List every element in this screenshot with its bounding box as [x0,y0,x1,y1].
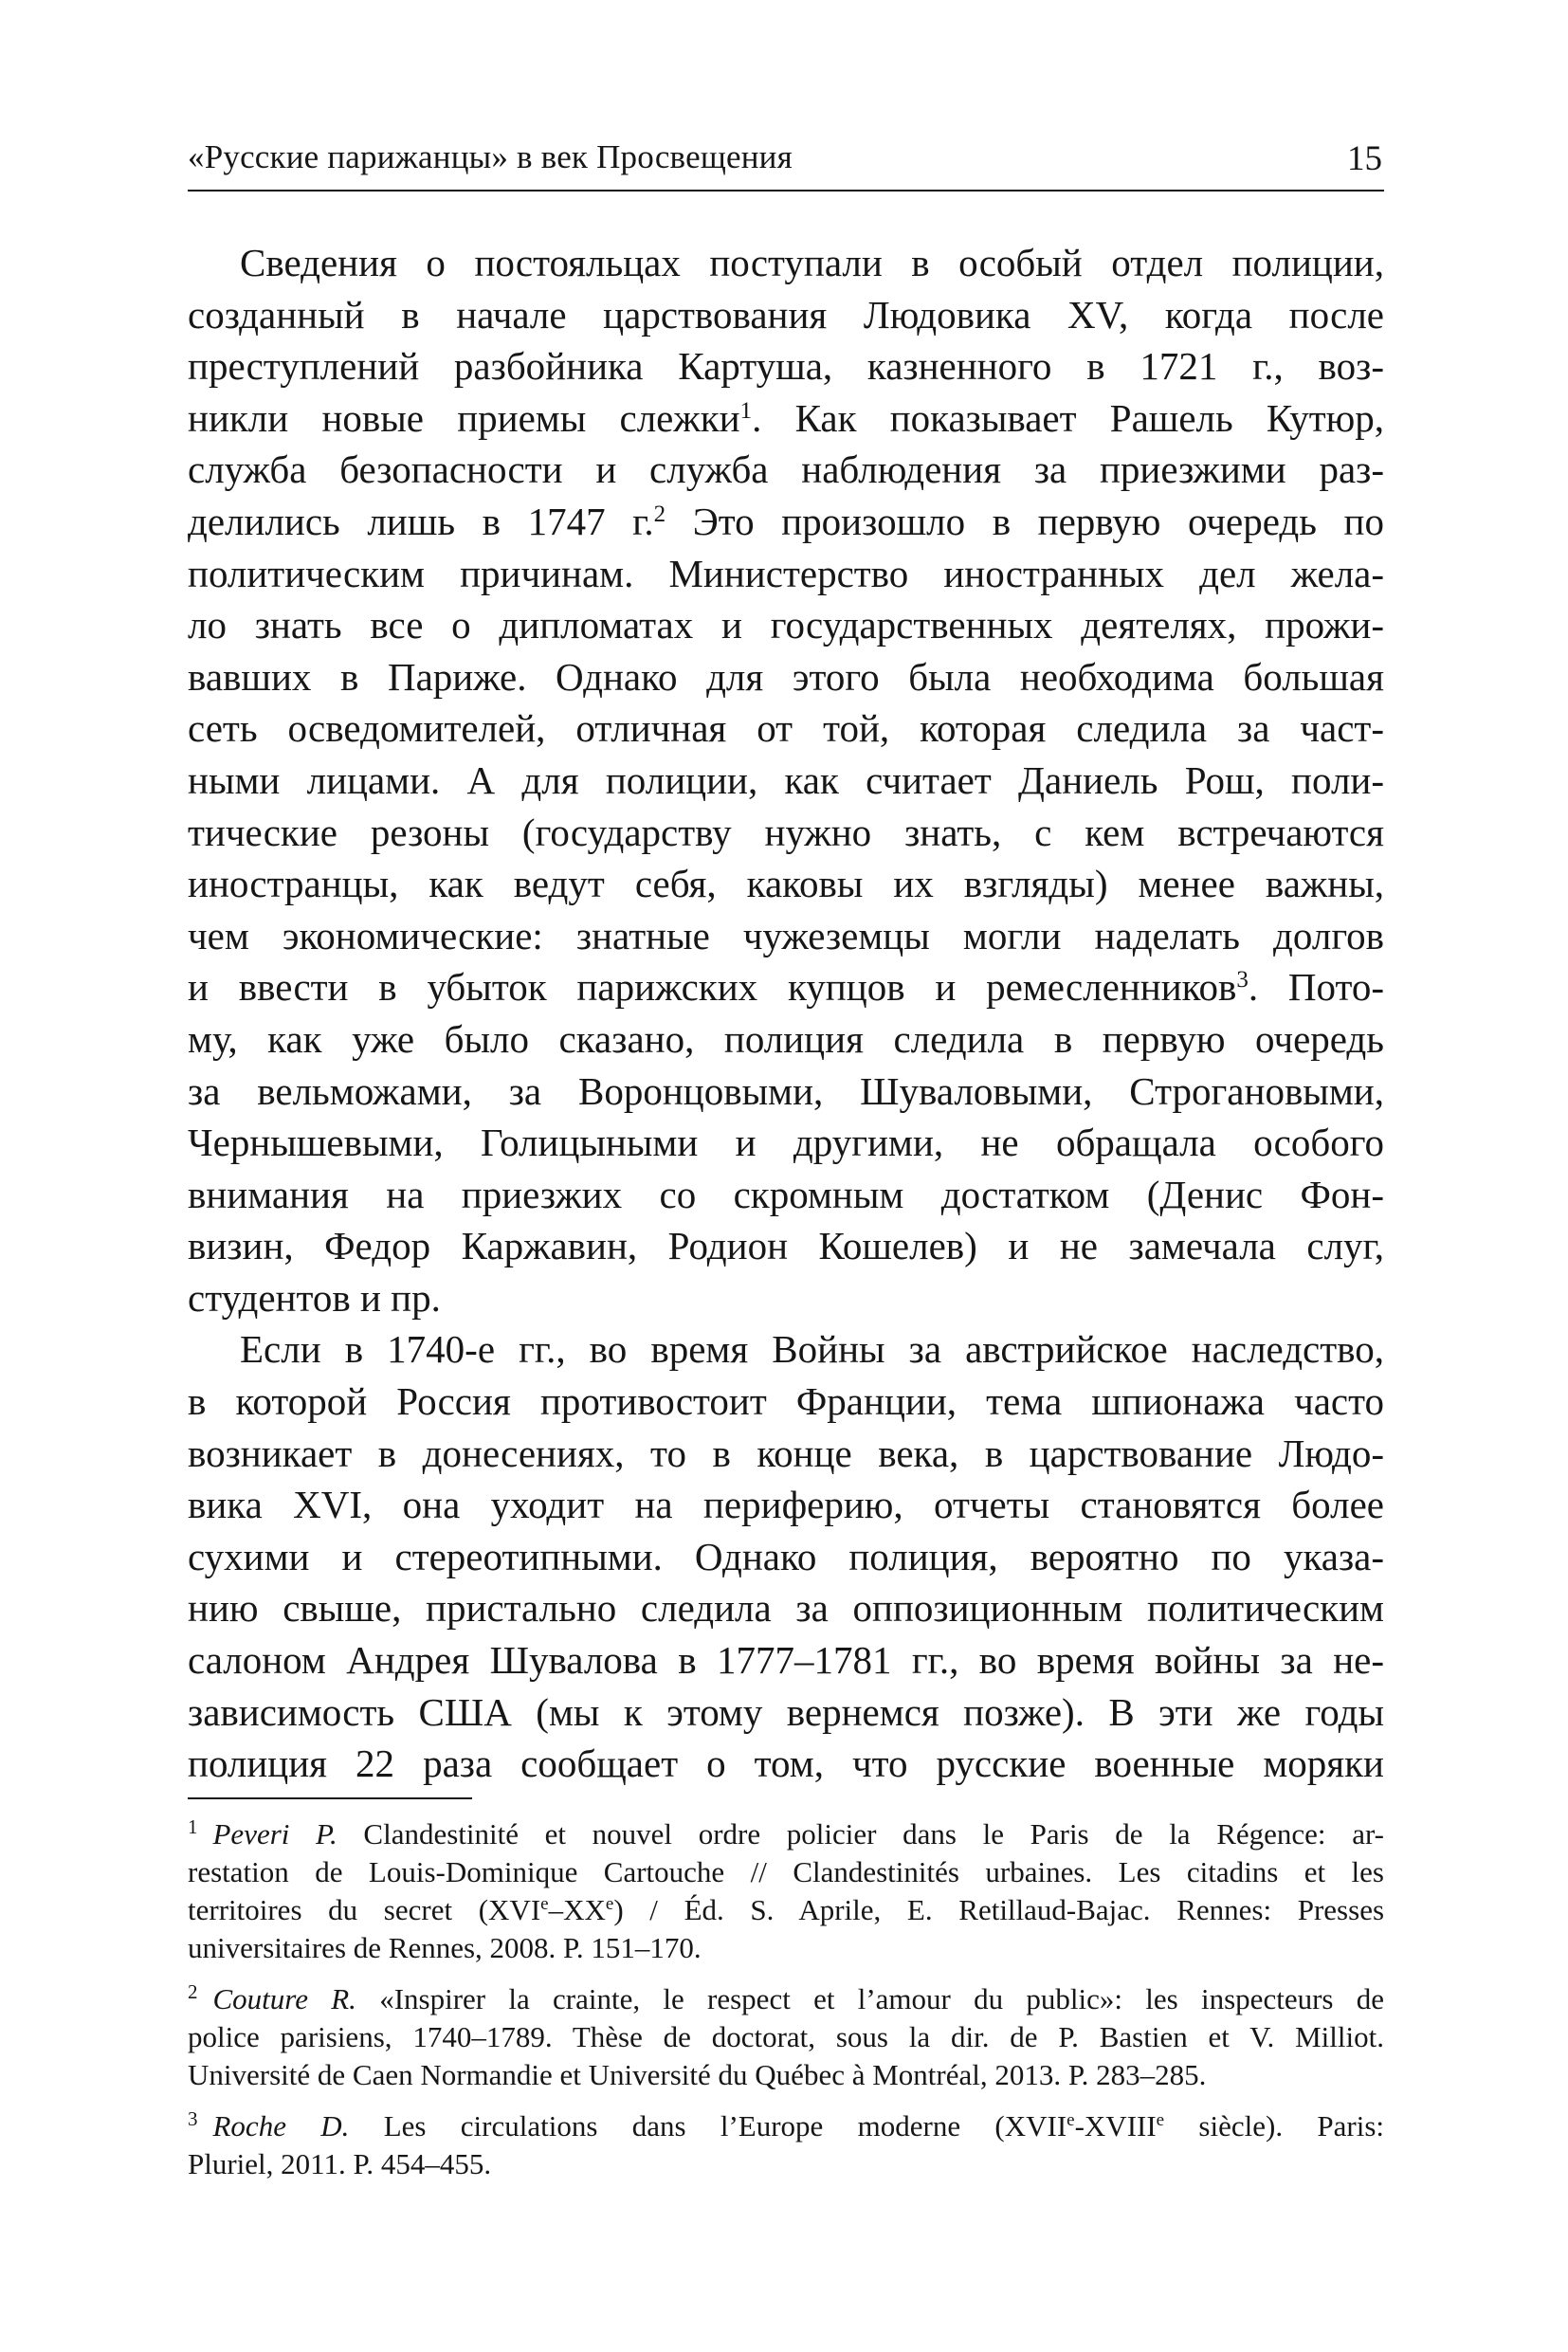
text-span: делились лишь в 1747 г. [188,499,654,543]
footnote-line: Pluriel, 2011. P. 454–455. [188,2147,492,2180]
running-title: «Русские парижанцы» в век Просвещения [188,138,793,175]
footnote-line: restation de Louis-Dominique Cartouche // Clandestinités urbaines. Les citadins et les [188,1855,1384,1888]
book-page [188,0,1384,2352]
footnote-line [188,1891,1384,1929]
footnote-2 [188,1980,1384,2094]
text-line: сухими и стереотипными. Однако полиция, вероятно по указа- [188,1534,1384,1578]
text-span: territoires du secret (XVI [188,1893,541,1926]
footnote-number: 1 [188,1815,198,1838]
text-line: му, как уже было сказано, полиция следила в первую очередь [188,1016,1384,1061]
text-line: полиция 22 раза сообщает о том, что русские военные моряки [188,1741,1384,1786]
footnote-author: Couture R. [212,1982,356,2015]
text-span: ) / Éd. S. Aprile, E. Retillaud-Bajac. Rennes: Presses [613,1893,1385,1926]
footnote-number: 3 [188,2107,198,2130]
footnote-ref-2[interactable]: 2 [653,501,666,527]
text-span: . Пото- [1248,965,1384,1010]
text-line: сеть осведомителей, отличная от той, которая следила за част- [188,706,1384,751]
text-line: Чернышевыми, Голицыными и другими, не обращала особого [188,1121,1384,1165]
footnote-line: universitaires de Rennes, 2008. P. 151–170. [188,1931,702,1964]
footnote-1 [188,1815,1384,1967]
text-line: иностранцы, как ведут себя, каковы их взгляды) менее важны, [188,862,1384,906]
text-line: зависимость США (мы к этому вернемся позже). В эти же годы [188,1689,1384,1734]
text-span: . Как показывает Рашель Кутюр, [752,395,1384,440]
footnote-author: Peveri P. [212,1817,337,1851]
page-number: 15 [1347,139,1382,178]
footnote-line: police parisiens, 1740–1789. Thèse de doctorat, sous la dir. de P. Bastien et V. Milliot. [188,2020,1384,2053]
text-line [188,961,1384,1013]
superscript: e [540,1894,549,1914]
text-line: Если в 1740-е гг., во время Войны за австрийское наследство, [240,1327,1384,1372]
text-line: студентов и пр. [188,1275,441,1320]
text-line: Сведения о постояльцах поступали в особый отдел полиции, [240,241,1384,284]
text-line: служба безопасности и служба наблюдения за приезжими раз- [188,447,1384,492]
footnote-divider [188,1797,472,1799]
text-span: –XX [548,1893,606,1926]
text-line: салоном Андрея Шувалова в 1777–1781 гг., во время войны за не- [188,1638,1384,1683]
running-header [188,133,1384,191]
text-line: ными лицами. А для полиции, как считает Даниель Рош, поли- [188,757,1384,802]
text-span: и ввести в убыток парижских купцов и ремесленников [188,965,1237,1010]
footnote-line [188,1980,1384,2018]
text-line: преступлений разбойника Картуша, казненного в 1721 г., воз- [188,344,1384,389]
footnote-line [188,1815,1384,1853]
text-span: siècle). Paris: [1164,2109,1384,2142]
text-line: визин, Федор Каржавин, Родион Кошелев) и не замечала слуг, [188,1224,1384,1268]
text-line: внимания на приезжих со скромным достатком (Денис Фон- [188,1172,1384,1216]
text-line [188,496,1384,548]
text-line: чем экономические: знатные чужеземцы могли наделать долгов [188,913,1384,957]
footnote-line [188,2107,1384,2145]
footnote-3 [188,2107,1384,2183]
footnote-line: Université de Caen Normandie et Université du Québec à Montréal, 2013. P. 283–285. [188,2058,1207,2091]
text-span: никли новые приемы слежки [188,395,740,440]
text-span: Les circulations dans l’Europe moderne (XVII [349,2109,1067,2142]
footnote-author: Roche D. [212,2109,350,2142]
text-line: созданный в начале царствования Людовика XV, когда после [188,292,1384,337]
superscript: e [1156,2110,1165,2130]
superscript: e [1067,2110,1075,2130]
text-span: Это произошло в первую очередь по [665,499,1384,543]
superscript: e [605,1894,614,1914]
text-line: возникает в донесениях, то в конце века, в царствование Людо- [188,1431,1384,1475]
text-line: в которой Россия противостоит Франции, тема шпионажа часто [188,1379,1384,1424]
text-line: за вельможами, за Воронцовыми, Шуваловыми, Строгановыми, [188,1068,1384,1113]
text-line: тические резоны (государству нужно знать, с кем встречаются [188,810,1384,854]
footnotes [188,1815,1384,2197]
text-line: политическим причинам. Министерство иностранных дел жела- [188,551,1384,595]
footnote-number: 2 [188,1980,198,2003]
text-span: «Inspirer la crainte, le respect et l’amour du public»: les inspecteurs de [356,1982,1384,2015]
text-span: -XVIII [1074,2109,1157,2142]
text-line [188,392,1384,445]
text-line: вавших в Париже. Однако для этого была необходима большая [188,654,1384,699]
text-span: Clandestinité et nouvel ordre policier dans le Paris de la Régence: ar- [337,1817,1384,1851]
text-line: вика XVI, она уходит на периферию, отчеты становятся более [188,1483,1384,1527]
main-text [188,237,1384,1790]
footnote-ref-1[interactable]: 1 [739,397,753,424]
text-line: нию свыше, пристально следила за оппозиционным политическим [188,1586,1384,1631]
text-line: ло знать все о дипломатах и государственных деятелях, прожи- [188,603,1384,647]
footnote-ref-3[interactable]: 3 [1236,967,1249,994]
